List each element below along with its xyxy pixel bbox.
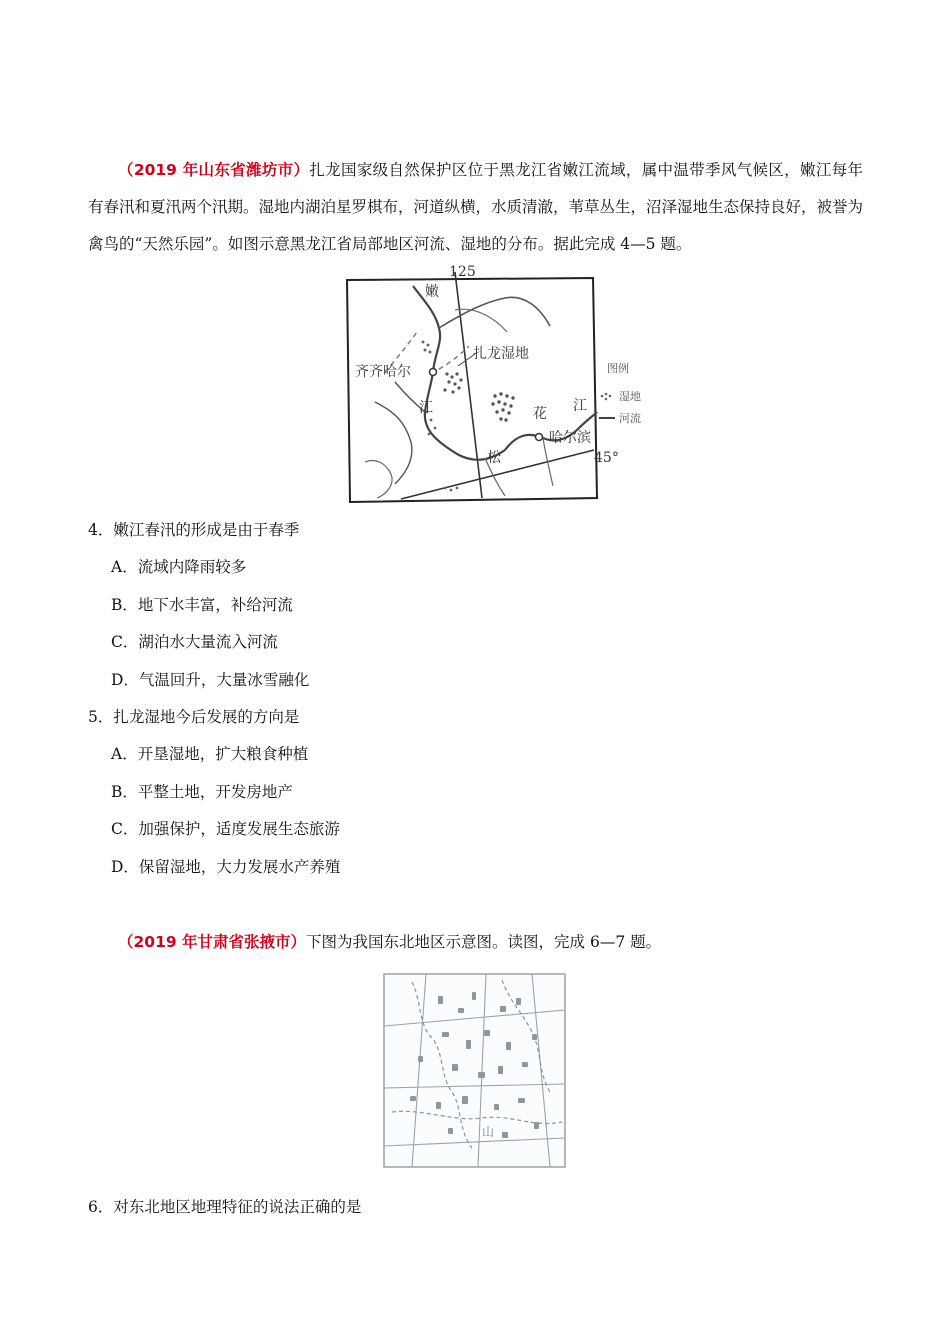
question-5-stem: 5．扎龙湿地今后发展的方向是 — [88, 708, 300, 726]
label-jiang: 江 — [419, 400, 433, 416]
longitude-line — [455, 272, 482, 498]
legend-river-label: 河流 — [619, 412, 641, 425]
tributary-4 — [375, 402, 412, 484]
question-4-option-b[interactable]: B．地下水丰富，补给河流 — [111, 596, 293, 614]
passage-1 — [88, 152, 863, 263]
source-label-2: （2019 年甘肃省张掖市） — [118, 933, 307, 951]
question-4-option-c[interactable]: C．湖泊水大量流入河流 — [111, 633, 278, 651]
question-4-option-a[interactable]: A．流域内降雨较多 — [111, 558, 247, 576]
passage-2 — [88, 924, 863, 961]
longitude-label: 125 — [449, 264, 476, 280]
label-song: 松 — [487, 450, 501, 466]
map2-label-mountain: 山 — [482, 1125, 495, 1139]
passage-2-text: 下图为我国东北地区示意图。读图，完成 6—7 题。 — [306, 933, 662, 951]
latitude-label: 45° — [594, 450, 619, 466]
label-jiang2: 江 — [573, 398, 587, 414]
passage-1-text: 扎龙国家级自然保护区位于黑龙江省嫩江流域，属中温带季风气候区，嫩江每年有春汛和夏汛两个汛期。湿地内湖泊星罗棋布，河道纵横，水质清澈，苇草丛生，沼泽湿地生态保持良好，被誉为禽鸟的“天然乐园”。如图示意黑龙江省局部地区河流、湿地的分布。据此完成 4—5 题。 — [88, 161, 864, 253]
label-qiqihar: 齐齐哈尔 — [355, 364, 411, 380]
label-harbin: 哈尔滨 — [549, 430, 591, 446]
map2-frame — [384, 974, 565, 1167]
harbin-marker — [536, 434, 543, 441]
heilongjiang-wetland-map — [335, 262, 660, 507]
wetland-south — [444, 487, 459, 492]
label-nen: 嫩 — [425, 284, 439, 300]
label-hua: 花 — [533, 406, 547, 422]
wetland-north — [422, 341, 432, 354]
question-6-stem: 6．对东北地区地理特征的说法正确的是 — [88, 1198, 362, 1216]
legend-wetland-symbol — [601, 393, 612, 401]
qiqihar-marker — [430, 369, 437, 376]
question-4-stem: 4．嫩江春汛的形成是由于春季 — [88, 521, 300, 539]
legend-title: 图例 — [607, 362, 629, 375]
question-5-option-d[interactable]: D．保留湿地，大力发展水产养殖 — [111, 858, 341, 876]
tributary-5 — [365, 461, 392, 499]
tributary-1 — [439, 297, 550, 328]
legend-wetland-label: 湿地 — [619, 390, 641, 403]
northeast-china-map — [382, 972, 568, 1170]
wetland-central — [491, 392, 514, 421]
wetland-zhalong — [443, 372, 462, 393]
question-5-option-a[interactable]: A．开垦湿地，扩大粮食种植 — [111, 745, 309, 763]
label-zhalong: 扎龙湿地 — [473, 346, 529, 362]
tributary-2 — [455, 309, 507, 332]
map-frame — [347, 278, 597, 502]
source-label-1: （2019 年山东省潍坊市） — [118, 161, 310, 179]
question-5-option-c[interactable]: C．加强保护，适度发展生态旅游 — [111, 820, 340, 838]
question-4-option-d[interactable]: D．气温回升，大量冰雪融化 — [111, 671, 310, 689]
question-5-option-b[interactable]: B．平整土地，开发房地产 — [111, 783, 293, 801]
